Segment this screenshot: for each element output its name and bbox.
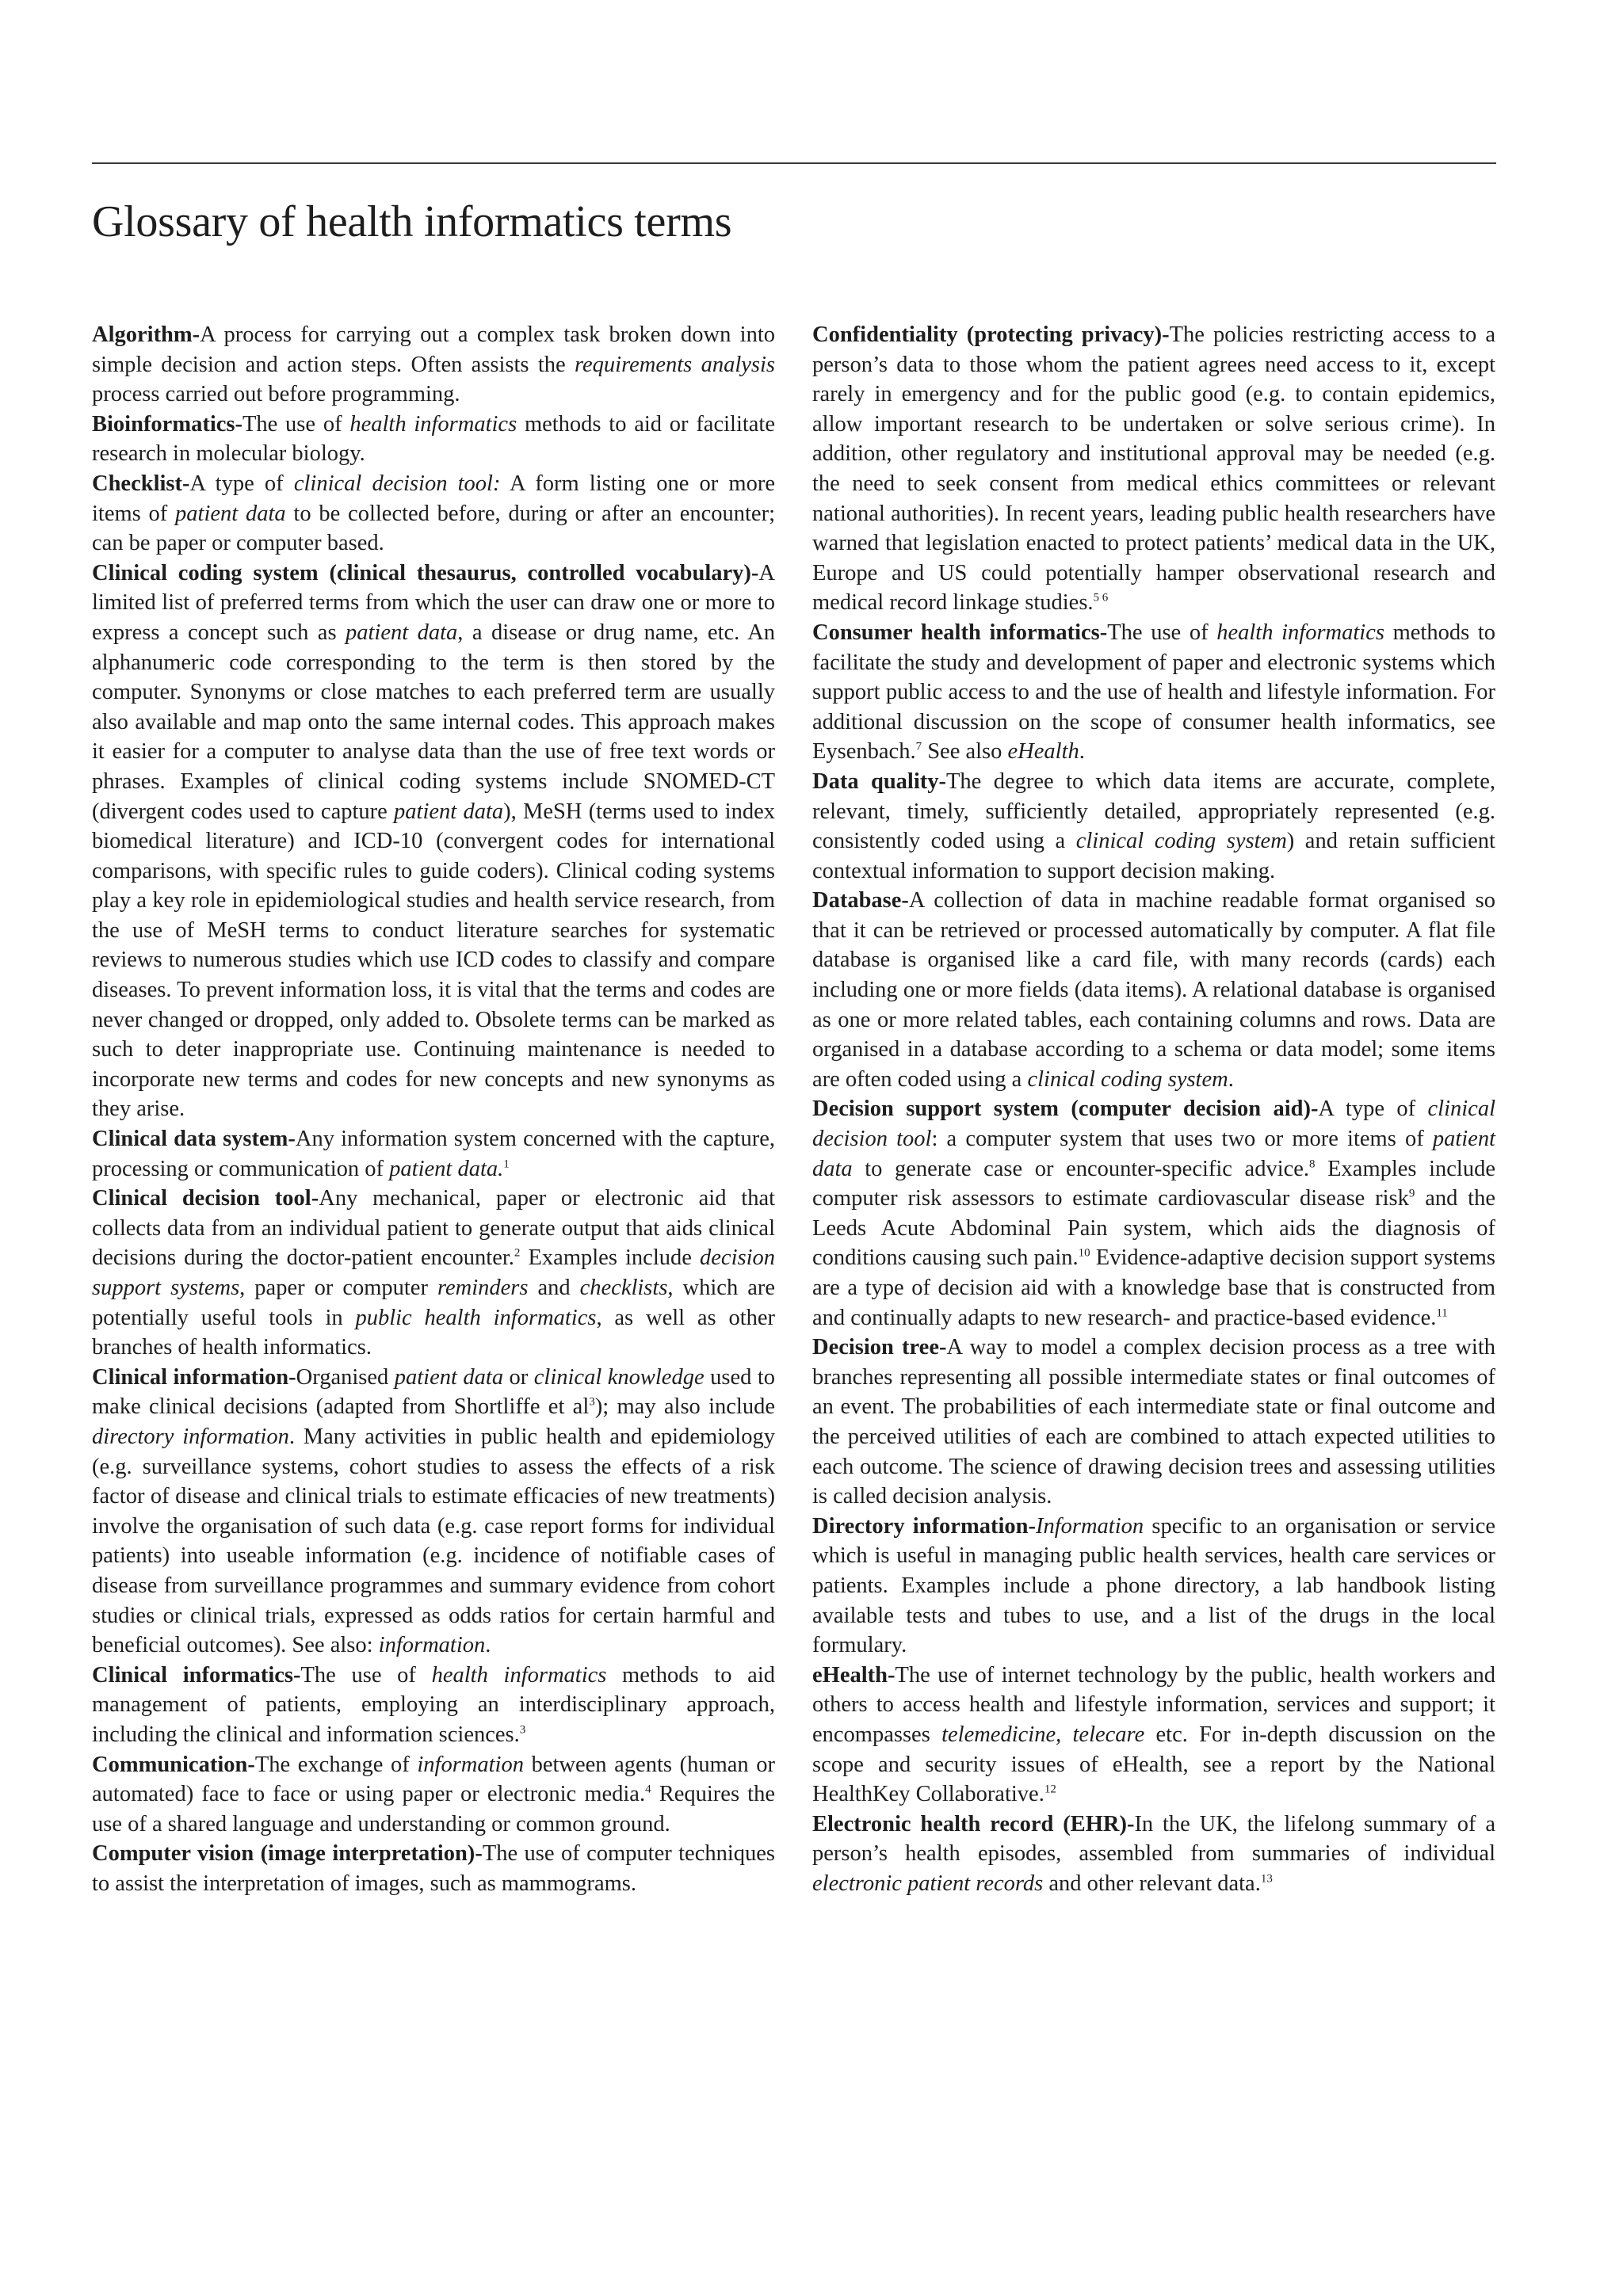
definition-text: and the Leeds Acute Abdominal Pain system, which aids the diagnosis of conditions causing such pain.	[812, 1186, 1495, 1271]
glossary-entry-clinical-data-system	[92, 1124, 775, 1184]
glossary-term: Decision tree	[812, 1335, 939, 1360]
definition-text: The use of computer techniques to assist the interpretation of images, such as mammograms.	[92, 1841, 776, 1896]
definition-text: used to make clinical decisions (adapted from Shortliffe et al	[92, 1364, 775, 1420]
italic-term-reference: clinical knowledge	[533, 1364, 705, 1390]
term-separator: -	[288, 1127, 296, 1152]
definition-text: to be collected before, during or after an encounter; can be paper or computer based.	[92, 501, 775, 556]
term-separator: -	[235, 411, 242, 437]
italic-term-reference: public health informatics	[355, 1305, 597, 1330]
italic-term-reference: clinical coding system	[1027, 1066, 1228, 1092]
definition-text: The degree to which data items are accurate, complete, relevant, timely, sufficiently detailed, appropriately represented (e.g. consistently coded using a	[812, 769, 1495, 854]
definition-text: or	[503, 1364, 534, 1390]
glossary-entry-bioinformatics	[92, 410, 775, 469]
italic-term-reference: clinical coding system	[1075, 829, 1287, 854]
italic-term-reference: telemedicine, telecare	[941, 1722, 1145, 1747]
definition-text: The use of internet technology by the public, health workers and others to access health and lifestyle information, services and support; it encompasses	[812, 1662, 1495, 1747]
definition-text: In the UK, the lifelong summary of a person’s health episodes, assembled from summaries of individual	[812, 1811, 1495, 1867]
glossary-entry-computer-vision-image-interpretation	[92, 1839, 775, 1898]
definition-text: methods to aid or facilitate research in molecular biology.	[92, 411, 775, 467]
italic-term-reference: patient data	[346, 620, 458, 645]
definition-text: Examples include computer risk assessors to estimate cardiovascular disease risk	[812, 1156, 1495, 1211]
glossary-entry-clinical-informatics	[92, 1661, 775, 1750]
definition-text: .	[485, 1633, 491, 1658]
glossary-term: Clinical coding system (clinical thesaurus, controlled vocabulary)	[92, 560, 751, 585]
term-separator: -	[901, 888, 909, 913]
glossary-term: Clinical data system	[92, 1127, 288, 1152]
italic-term-reference: health informatics	[349, 411, 517, 437]
italic-term-reference: Information	[1035, 1513, 1144, 1539]
page-title: Glossary of health informatics terms	[92, 197, 732, 246]
reference-number: 1	[503, 1158, 510, 1171]
glossary-term: Confidentiality (protecting privacy)	[812, 322, 1163, 347]
glossary-entry-consumer-health-informatics	[812, 618, 1495, 767]
term-separator: -	[1099, 620, 1108, 645]
term-separator: -	[293, 1662, 301, 1688]
reference-number: 10	[1078, 1246, 1090, 1260]
italic-term-reference: patient data	[394, 1364, 504, 1390]
definition-text: methods to facilitate the study and development of paper and electronic systems which support public access to and the use of health and lifestyle information. For additional discussion on the scope of consumer health informatics, see Eysenbach.	[812, 620, 1495, 765]
glossary-term: Computer vision (image interpretation)	[92, 1841, 475, 1867]
definition-text: A type of	[1318, 1097, 1428, 1122]
glossary-term: Clinical information	[92, 1364, 289, 1390]
reference-number: 3	[519, 1723, 526, 1737]
definition-text: Any mechanical, paper or electronic aid that collects data from an individual patient to generate output that aids clinical decisions during the doctor-patient encounter.	[92, 1186, 776, 1271]
italic-term-reference: requirements analysis	[574, 352, 775, 377]
italic-term-reference: electronic patient records	[812, 1871, 1044, 1896]
glossary-entry-clinical-decision-tool	[92, 1184, 775, 1363]
right-column	[812, 320, 1495, 1898]
definition-text: A collection of data in machine readable format organised so that it can be retrieved or processed automatically by computer. A flat file database is organised like a card file, with many records (cards) each including one or more fields (data items). A relational database is organised as one or more related tables, each containing columns and rows. Data are organised in a database according to a schema or data model; some items are often coded using a	[812, 888, 1495, 1092]
definition-text: process carried out before programming.	[92, 382, 460, 407]
term-separator: -	[1028, 1513, 1036, 1539]
definition-text: ) and retain sufficient contextual information to support decision making.	[812, 829, 1495, 883]
italic-term-reference: patient data	[394, 799, 504, 824]
glossary-entry-electronic-health-record-ehr	[812, 1810, 1495, 1899]
glossary-entry-directory-information	[812, 1512, 1495, 1661]
term-separator: -	[938, 1335, 947, 1360]
definition-text: A form listing one or more items of	[92, 471, 775, 526]
reference-number: 5 6	[1093, 591, 1109, 605]
definition-text: The use of	[300, 1662, 432, 1688]
definition-text: etc. For in-depth discussion on the scope and security issues of eHealth, see a report by the National HealthKey Collaborative.	[812, 1722, 1495, 1807]
italic-term-reference: checklists	[579, 1276, 668, 1300]
italic-term-reference: eHealth	[1007, 739, 1079, 765]
definition-text: A process for carrying out a complex task broken down into simple decision and action steps. Often assists the	[92, 322, 775, 377]
definition-text: The policies restricting access to a person’s data to those whom the patient agrees need access to it, except rarely in emergency and for the public good (e.g. to contain epidemics, allow important research to be undertaken or solve serious crime). In addition, other regulatory and institutional approval may be needed (e.g. the need to seek consent from medical ethics committees or relevant national authorities). In recent years, leading public health researchers have warned that legislation enacted to protect patients’ medical data in the UK, Europe and US could potentially hamper observational research and medical record linkage studies.	[812, 322, 1495, 616]
glossary-term: Database	[812, 888, 902, 913]
glossary-entry-database	[812, 886, 1495, 1094]
definition-text: .	[1079, 739, 1085, 765]
term-separator: -	[182, 471, 190, 496]
term-separator: -	[247, 1752, 255, 1777]
definition-text: : a computer system that uses two or more items of	[931, 1127, 1433, 1152]
definition-text: to generate case or encounter-specific advice.	[852, 1156, 1310, 1181]
glossary-entry-clinical-coding-system-clinical-thesaurus-controlled-vocabulary	[92, 559, 775, 1124]
glossary-term: Clinical informatics	[92, 1662, 293, 1688]
term-separator: -	[288, 1364, 296, 1390]
glossary-term: Bioinformatics	[92, 411, 235, 437]
definition-text: See also	[922, 739, 1008, 765]
glossary-entry-decision-support-system-computer-decision-aid	[812, 1094, 1495, 1333]
term-separator: -	[1126, 1811, 1135, 1836]
glossary-term: Directory information	[812, 1513, 1029, 1539]
header-rule	[92, 162, 1496, 164]
italic-term-reference: directory information	[92, 1424, 289, 1449]
definition-text: and other relevant data.	[1043, 1871, 1261, 1896]
definition-text: , which are potentially useful tools in	[92, 1276, 775, 1330]
glossary-entry-communication	[92, 1750, 775, 1840]
definition-text: ), MeSH (terms used to index biomedical literature) and ICD-10 (convergent codes for international comparisons, with specific rules to guide coders). Clinical coding systems play a key role in epidemiological studies and health service research, from the use of MeSH terms to conduct literature searches for systematic reviews to numerous studies which use ICD codes to classify and compare diseases. To prevent information loss, it is vital that the terms and codes are never changed or dropped, only added to. Obsolete terms can be marked as such to deter inappropriate use. Continuing maintenance is needed to incorporate new terms and codes for new concepts and new synonyms as they arise.	[92, 799, 776, 1122]
glossary-term: Algorithm	[92, 322, 193, 347]
definition-text: A limited list of preferred terms from which the user can draw one or more to express a concept such as	[92, 560, 775, 645]
italic-term-reference: clinical decision tool:	[293, 471, 501, 496]
glossary-term: eHealth	[812, 1662, 888, 1688]
definition-text: and	[528, 1276, 580, 1300]
definition-text: , as well as other branches of health informatics.	[92, 1305, 776, 1360]
definition-text: A way to model a complex decision process as a tree with branches representing all possible intermediate states or final outcomes of an event. The probabilities of each intermediate state or final outcome and the perceived utilities of each are combined to attach expected utilities to each outcome. The science of drawing decision trees and assessing utilities is called decision analysis.	[812, 1335, 1495, 1509]
term-separator: -	[887, 1662, 896, 1688]
definition-text: A type of	[189, 471, 294, 496]
glossary-term: Communication	[92, 1752, 248, 1777]
definition-text: Evidence-adaptive decision support systems are a type of decision aid with a knowledge base that is constructed from and continually adapts to new research- and practice-based evidence.	[812, 1245, 1495, 1330]
definition-text: , a disease or drug name, etc. An alphanumeric code corresponding to the term is then stored by the computer. Synonyms or close matches to each preferred term are usually also available and map onto the same internal codes. This approach makes it easier for a computer to analyse data than the use of free text words or phrases. Examples of clinical coding systems include SNOMED-CT (divergent codes used to capture	[92, 620, 775, 824]
glossary-term: Consumer health informatics	[812, 620, 1100, 645]
glossary-entry-clinical-information	[92, 1363, 775, 1661]
glossary-term: Electronic health record (EHR)	[812, 1811, 1127, 1836]
definition-text: Examples include	[520, 1245, 701, 1271]
italic-term-reference: decision support systems	[92, 1245, 775, 1300]
definition-text: Requires the use of a shared language and understanding or common ground.	[92, 1782, 775, 1836]
glossary-entry-confidentiality-protecting-privacy	[812, 320, 1495, 618]
definition-text: The exchange of	[254, 1752, 418, 1777]
definition-text: specific to an organisation or service which is useful in managing public health services, health care services or patients. Examples include a phone directory, a lab handbook listing available tests and tubes to use, and a list of the drugs in the local formulary.	[812, 1513, 1496, 1658]
italic-term-reference: health informatics	[1216, 620, 1384, 645]
italic-term-reference: patient data.	[389, 1156, 504, 1181]
term-separator: -	[192, 322, 200, 347]
definition-text: Any information system concerned with the capture, processing or communication of	[92, 1127, 775, 1181]
definition-text: The use of	[242, 411, 350, 437]
reference-number: 12	[1044, 1783, 1056, 1796]
term-separator: -	[475, 1841, 483, 1867]
reference-number: 8	[1309, 1158, 1316, 1171]
reference-number: 9	[1408, 1187, 1415, 1200]
definition-text: methods to aid management of patients, employing an interdisciplinary approach, including the clinical and information sciences.	[92, 1662, 775, 1747]
glossary-term: Clinical decision tool	[92, 1186, 311, 1211]
italic-term-reference: patient data	[175, 501, 286, 526]
definition-text: The use of	[1107, 620, 1217, 645]
definition-text: between agents (human or automated) face to face or using paper or electronic media.	[92, 1752, 775, 1807]
glossary-entry-ehealth	[812, 1661, 1495, 1810]
term-separator: -	[938, 769, 947, 794]
definition-text: ); may also include	[594, 1394, 775, 1420]
definition-text: Organised	[296, 1364, 395, 1390]
left-column	[92, 320, 775, 1898]
italic-term-reference: reminders	[437, 1276, 529, 1300]
italic-term-reference: information	[378, 1633, 486, 1658]
reference-number: 3	[589, 1395, 595, 1409]
reference-number: 11	[1436, 1306, 1448, 1320]
italic-term-reference: information	[417, 1752, 524, 1777]
glossary-term: Checklist	[92, 471, 182, 496]
reference-number: 7	[915, 740, 922, 753]
italic-term-reference: patient data	[812, 1127, 1495, 1181]
glossary-entry-algorithm	[92, 320, 775, 410]
term-separator: -	[750, 560, 759, 585]
italic-term-reference: health informatics	[431, 1662, 607, 1688]
term-separator: -	[1162, 322, 1170, 347]
glossary-term: Decision support system (computer decision aid)	[812, 1097, 1312, 1122]
definition-text: .	[1228, 1066, 1234, 1092]
definition-text: , paper or computer	[239, 1276, 437, 1300]
glossary-entry-checklist	[92, 469, 775, 559]
glossary-entry-decision-tree	[812, 1333, 1495, 1512]
term-separator: -	[1311, 1097, 1319, 1122]
reference-number: 13	[1260, 1872, 1273, 1886]
reference-number: 4	[645, 1783, 651, 1796]
definition-text: . Many activities in public health and epidemiology (e.g. surveillance systems, cohort studies to assess the effects of a risk factor of disease and clinical trials to estimate efficacies of new treatments) involve the organisation of such data (e.g. case report forms for individual patients) into useable information (e.g. incidence of notifiable cases of disease from surveillance programmes and summary evidence from cohort studies or clinical trials, expressed as odds ratios for certain harmful and beneficial outcomes). See also:	[92, 1424, 775, 1658]
italic-term-reference: clinical decision tool	[812, 1097, 1495, 1152]
term-separator: -	[311, 1186, 319, 1211]
reference-number: 2	[514, 1246, 521, 1260]
glossary-term: Data quality	[812, 769, 939, 794]
glossary-entry-data-quality	[812, 767, 1495, 886]
